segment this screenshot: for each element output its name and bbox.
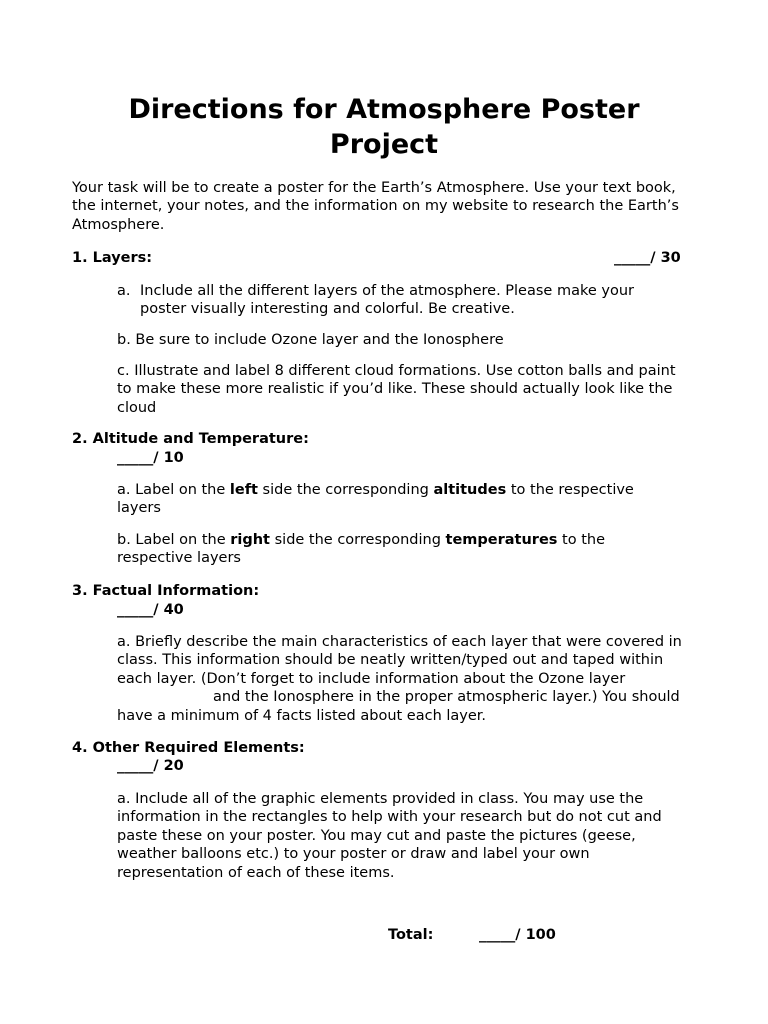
section-1-heading: 1. Layers: [72, 250, 153, 266]
section-4-score: _____/ 20 [117, 758, 184, 774]
total-score: _____/ 100 [479, 927, 556, 943]
section-4-heading: 4. Other Required Elements: [72, 740, 305, 756]
section-1-item-b: b. Be sure to include Ozone layer and the Ionosphere [117, 332, 504, 348]
section-1-score: _____/ 30 [614, 250, 681, 266]
section-2-heading: 2. Altitude and Temperature: [72, 431, 309, 447]
section-4-item-a: a. Include all of the graphic elements provided in class. You may use the information in the rectangles to help with your research but do not cut and paste these on your poster. You may cut and paste the pictures (geese, weather balloons etc.) to your poster or draw and label your own representation of each of these items. [117, 791, 662, 881]
section-3-item-a: a. Briefly describe the main characteristics of each layer that were covered in class. This information should be neatly written/typed out and taped within each layer. (Don’t forget to include information about the Ozone layerand the Ionosphere in the proper atmospheric layer.) You should have a minimum of 4 facts listed about each layer. [117, 634, 682, 724]
total-label: Total: [388, 927, 434, 943]
intro-paragraph: Your task will be to create a poster for the Earth’s Atmosphere. Use your text book, the internet, your notes, and the information on my website to research the Earth’s Atmosphere. [72, 180, 679, 233]
section-1-item-c: c. Illustrate and label 8 different cloud formations. Use cotton balls and paint to make these more realistic if you’d like. These should actually look like the cloud [117, 363, 676, 416]
section-2-score: _____/ 10 [117, 450, 184, 466]
section-1-item-a: Include all the different layers of the atmosphere. Please make your poster visually interesting and colorful. Be creative. [140, 283, 634, 318]
section-1-item-a-label: a. [117, 283, 131, 299]
section-2-item-a: a. Label on the left side the corresponding altitudes to the respective layers [117, 482, 634, 517]
page-title: Directions for Atmosphere Poster Project [128, 94, 640, 160]
section-3-score: _____/ 40 [117, 602, 184, 618]
section-2-item-b: b. Label on the right side the corresponding temperatures to the respective layers [117, 532, 605, 567]
section-3-heading: 3. Factual Information: [72, 583, 260, 599]
